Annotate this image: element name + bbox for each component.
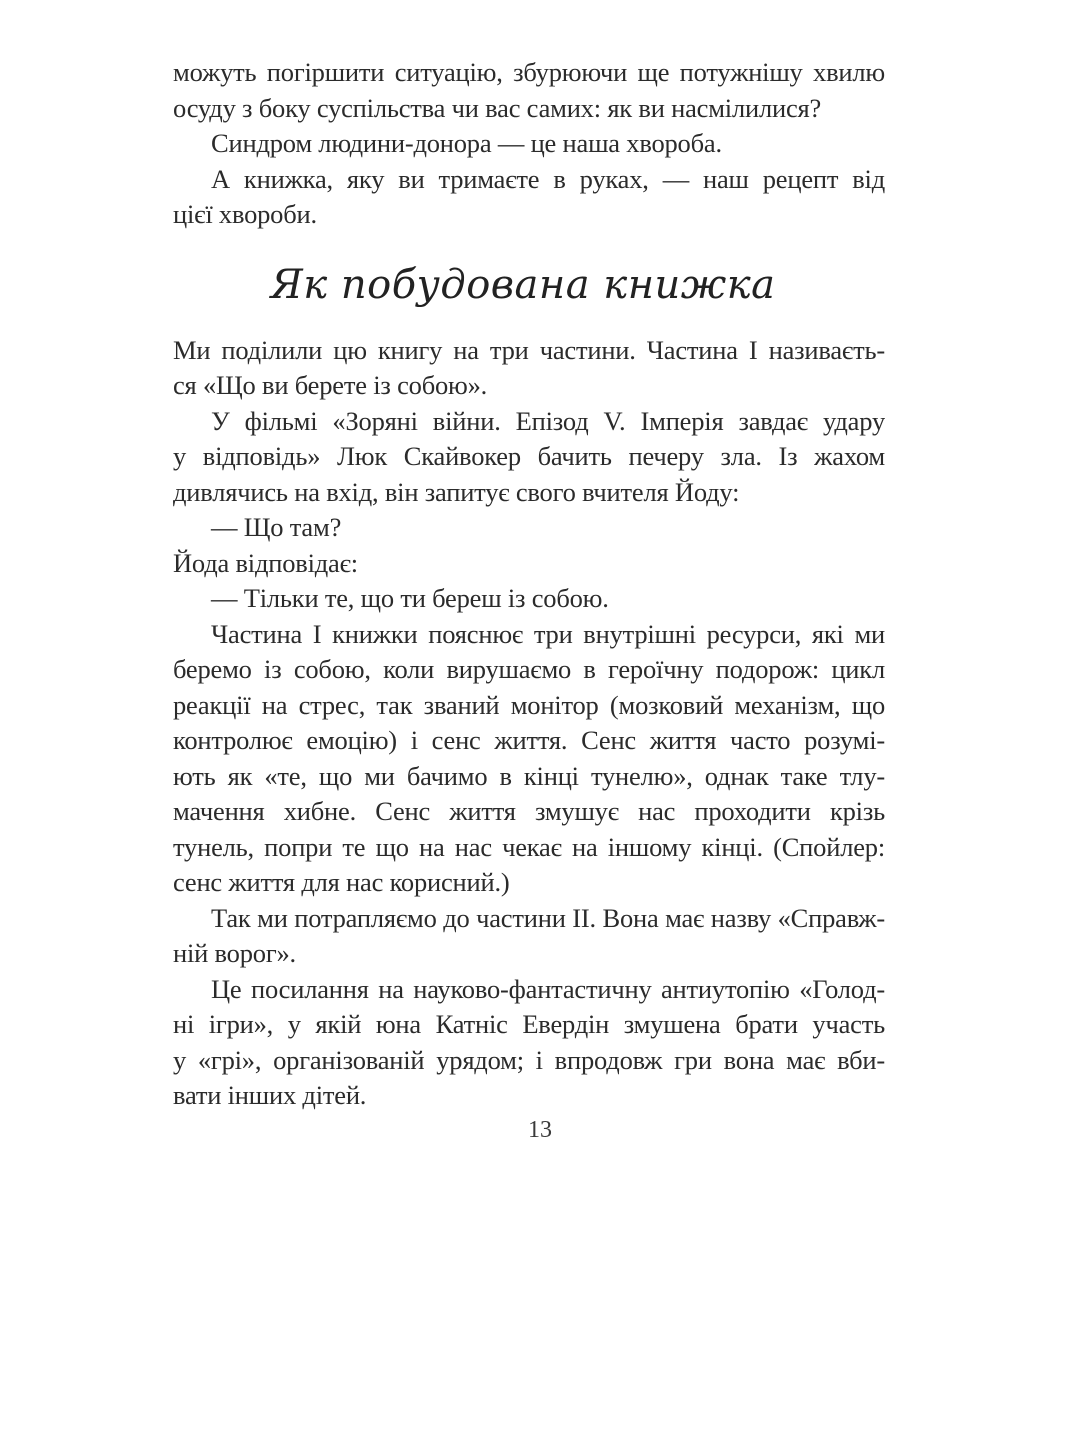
text-line: цієї хвороби.	[173, 199, 317, 229]
text-line: ній ворог».	[173, 938, 296, 968]
book-page-text	[173, 55, 885, 1114]
text-line: Ми поділили цю книгу на три частини. Частина І називаєть-	[173, 334, 885, 365]
text-line: У фільмі «Зоряні війни. Епізод V. Імперія завдає удару	[211, 405, 885, 436]
text-line: ні ігри», у якій юна Катніс Евердін змушена брати участь	[173, 1009, 885, 1039]
text-line: тунель, попри те що на нас чекає на іншому кінці. (Спойлер:	[173, 831, 885, 862]
text-line: дивлячись на вхід, він запитує свого вчителя Йоду:	[173, 476, 740, 507]
text-line: — Тільки те, що ти береш із собою.	[211, 583, 609, 613]
text-line: сенс життя для нас корисний.)	[173, 867, 510, 897]
text-line: ють як «те, що ми бачимо в кінці тунелю», однак таке тлу-	[173, 760, 885, 791]
text-line: А книжка, яку ви тримаєте в руках, — наш рецепт від	[211, 163, 885, 194]
text-line: Частина І книжки пояснює три внутрішні ресурси, які ми	[211, 618, 885, 649]
text-line: у відповідь» Люк Скайвокер бачить печеру зла. Із жахом	[173, 441, 885, 471]
text-line: Це посилання на науково-фантастичну антиутопію «Голод-	[211, 973, 885, 1004]
section-heading: Як побудована книжка	[270, 261, 776, 308]
text-line: Так ми потрапляємо до частини ІІ. Вона має назву «Справж-	[211, 902, 885, 933]
page-number: 13	[528, 1117, 552, 1143]
text-line: контролює емоцію) і сенс життя. Сенс життя часто розумі-	[173, 725, 885, 755]
text-line: можуть погіршити ситуацію, збурюючи ще потужнішу хвилю	[173, 57, 885, 87]
text-line: вати інших дітей.	[173, 1080, 367, 1110]
text-line: у «грі», організованій урядом; і впродовж гри вона має вби-	[173, 1044, 885, 1075]
spacer	[173, 314, 885, 333]
text-line: реакції на стрес, так званий монітор (мозковий механізм, що	[173, 689, 885, 720]
text-line: мачення хибне. Сенс життя змушує нас проходити крізь	[173, 796, 885, 826]
text-line: ся «Що ви берете із собою».	[173, 370, 488, 400]
spacer	[173, 233, 885, 256]
text-line: осуду з боку суспільства чи вас самих: як ви насмілилися?	[173, 92, 822, 123]
text-line: Синдром людини-донора — це наша хвороба.	[211, 128, 722, 158]
text-line: — Що там?	[211, 512, 342, 542]
text-line: Йода відповідає:	[173, 547, 358, 578]
text-line: беремо із собою, коли вирушаємо в героїчну подорож: цикл	[173, 654, 885, 684]
